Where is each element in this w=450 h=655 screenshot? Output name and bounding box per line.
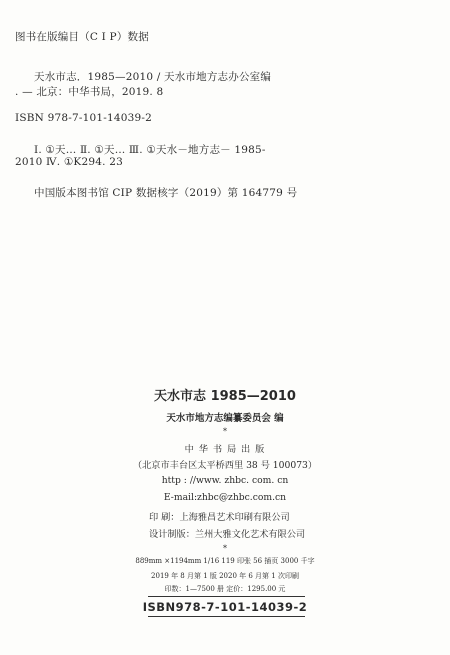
address-line: （北京市丰台区太平桥西里 38 号 100073） <box>132 460 318 471</box>
separator-star-2: * <box>223 544 227 553</box>
cip-heading: 图书在版编目（C I P）数据 <box>15 31 149 43</box>
cip-publisher-line: . — 北京：中华书局，2019. 8 <box>15 86 164 98</box>
printer-line: 印 刷：上海雅昌艺术印刷有限公司 <box>149 512 290 523</box>
separator-star: * <box>223 427 227 436</box>
email-line: E-mail:zhbc@zhbc.com.cn <box>163 492 287 503</box>
editor-line: 天水市地方志编纂委员会 编 <box>166 413 284 424</box>
printrun-price-line: 印数：1—7500 册 定价：1295.00 元 <box>164 585 286 593</box>
edition-line: 2019 年 8 月第 1 版 2020 年 6 月第 1 次印刷 <box>151 572 299 580</box>
isbn-large: ISBN978-7-101-14039-2 <box>142 600 308 614</box>
designer-line: 设计制版：兰州大雅文化艺术有限公司 <box>149 529 306 540</box>
book-title: 天水市志 1985—2010 <box>154 389 296 404</box>
cip-title-line: 天水市志．1985—2010 / 天水市地方志办公室编 <box>34 71 272 83</box>
isbn-bottom-rule <box>148 616 305 617</box>
specs-line: 889mm ×1194mm 1/16 119 印张 56 插页 3000 千字 <box>135 557 315 565</box>
cip-classification-line: 2010 Ⅳ. ①K294. 23 <box>15 156 123 168</box>
cip-isbn: ISBN 978-7-101-14039-2 <box>15 112 153 124</box>
cip-data-number: 中国版本图书馆 CIP 数据核字（2019）第 164779 号 <box>34 187 298 199</box>
isbn-top-rule <box>148 596 305 597</box>
website-line: http : //www. zhbc. com. cn <box>161 475 289 486</box>
cip-subject-line: Ⅰ. ①天… Ⅱ. ①天… Ⅲ. ①天水－地方志－ 1985- <box>34 144 266 156</box>
publisher-line: 中 华 书 局 出 版 <box>184 444 266 455</box>
